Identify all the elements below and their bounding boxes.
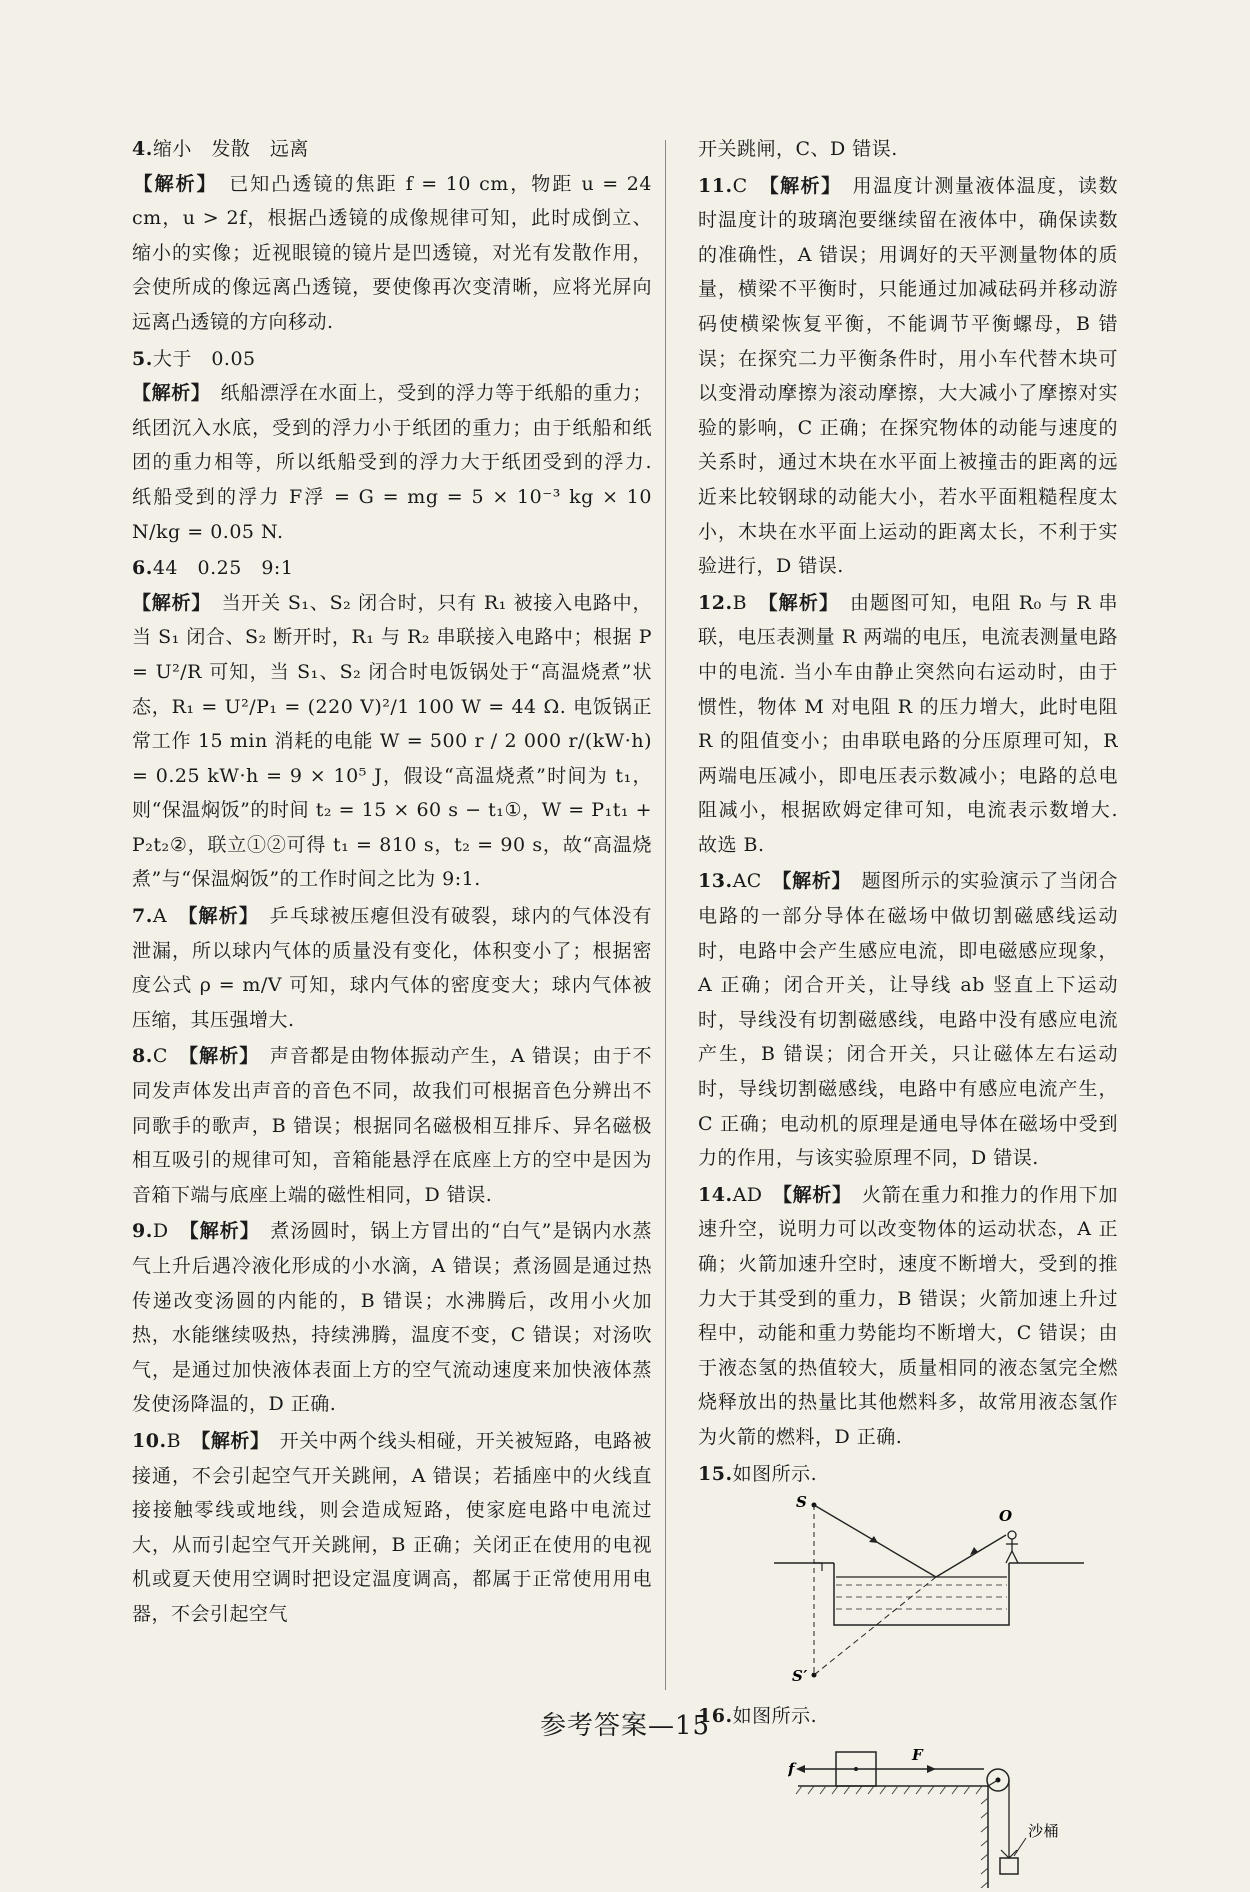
q7: 7.A 【解析】 乒乓球被压瘪但没有破裂，球内的气体没有泄漏，所以球内气体的质量没有变化，体积变小了；根据密度公式 ρ = m/V 可知，球内气体的密度变大；球内气体被压缩，其压强增大. [132, 905, 652, 1031]
label-F: F [912, 1745, 924, 1764]
column-divider [665, 140, 666, 1690]
label-s: S [796, 1495, 808, 1512]
edge-hatch [981, 1798, 988, 1888]
q12: 12.B 【解析】 由题图可知，电阻 R₀ 与 R 串联，电压表测量 R 两端的电压，电流表测量电路中的电流. 当小车由静止突然向右运动时，由于惯性，物体 M 对电阻 R 的压力增大，此时电阻 R 的阻值变小；由串联电路的分压原理可知，R 两端电压减小，即电压表示数减小；电路的总电阻减小，根据欧姆定律可知，电流表示数增大. 故选 B. [698, 591, 1118, 856]
q13: 13.AC 【解析】 题图所示的实验演示了当闭合电路的一部分导体在磁场中做切割磁感线运动时，电路中会产生感应电流，即电磁感应现象，A 正确；闭合开关，让导线 ab 竖直上下运动时，导线没有切割磁感线，电路中没有感应电流产生，B 错误；闭合开关，只让磁体左右运动时，导线切割磁感线，电路中有感应电流产生，C 正确；电动机的原理是通电导体在磁场中受到力的作用，与该实验原理不同，D 错误. [698, 870, 1118, 1170]
label-s-prime: S′ [792, 1667, 808, 1686]
virtual-ray [814, 1577, 936, 1675]
q6: 6.44 0.25 9:1 【解析】 当开关 S₁、S₂ 闭合时，只有 R₁ 被接入电路中，当 S₁ 闭合、S₂ 断开时，R₁ 与 R₂ 串联接入电路中；根据 P = U²/R 可知，当 S₁、S₂ 闭合时电饭锅处于“高温烧煮”状态，R₁ = U²/P₁ = (220 V)²/1 100 W = 44 Ω. 电饭锅正常工作 15 min 消耗的电能 W = 500 r / 2 000 r/(kW·h) = 0.25 kW·h = 9 × 10⁵ J，假设“高温烧煮”时间为 t₁，则“保温焖饭”的时间 t₂ = 15 × 60 s − t₁①，W = P₁t₁ + P₂t₂②，联立①②可得 t₁ = 810 s，t₂ = 90 s，故“高温烧煮”与“保温焖饭”的工作时间之比为 9:1. [132, 557, 652, 891]
label-f: f [788, 1759, 795, 1778]
q16: 16.如图所示. [698, 1705, 818, 1728]
page-footer: 参考答案—15 [539, 1711, 711, 1741]
sand-bucket-icon [1000, 1858, 1018, 1874]
q8: 8.C 【解析】 声音都是由物体振动产生，A 错误；由于不同发声体发出声音的音色不同，故我们可根据音色分辨出不同歌手的歌声，B 错误；根据同名磁极相互排斥、异名磁极相互吸引的规律可知，音箱能悬浮在底座上方的空中是因为音箱下端与底座上端的磁性相同，D 错误. [132, 1045, 652, 1206]
person-icon [1006, 1531, 1018, 1563]
water-surface [836, 1585, 1007, 1609]
q15: 15.如图所示. [698, 1462, 818, 1485]
force-arrowhead [927, 1765, 936, 1773]
q9: 9.D 【解析】 煮汤圆时，锅上方冒出的“白气”是锅内水蒸气上升后遇冷液化形成的小水滴，A 错误；煮汤圆是通过热传递改变汤圆的内能的，B 错误；水沸腾后，改用小火加热，水能继续吸热，持续沸腾，温度不变，C 错误；对汤吹气，是通过加快液体表面上方的空气流动速度来加快液体蒸发使汤降温的，D 正确. [132, 1220, 652, 1416]
reflected-ray [936, 1535, 1006, 1577]
right-column [698, 132, 1118, 1892]
label-bucket: 沙桶 [1028, 1821, 1060, 1840]
friction-arrowhead [796, 1765, 805, 1773]
label-o: O [999, 1507, 1013, 1526]
q10: 10.B 【解析】 开关中两个线头相碰，开关被短路，电路被接通，不会引起空气开关跳闸，A 错误；若插座中的火线直接接触零线或地线，则会造成短路，使家庭电路中电流过大，从而引起空气开关跳闸，B 正确；关闭正在使用的电视机或夏天使用空调时把设定温度调高，都属于正常使用用电器，不会引起空气 [132, 1429, 652, 1625]
normal-mark [814, 1563, 822, 1571]
q16-force-diagram [788, 1738, 1088, 1888]
q11: 11.C 【解析】 用温度计测量液体温度，读数时温度计的玻璃泡要继续留在液体中，确保读数的准确性，A 错误；用调好的天平测量物体的质量，横梁不平衡时，只能通过加减砝码并移动游码使横梁恢复平衡，不能调节平衡螺母，B 错误；在探究二力平衡条件时，用小车代替木块可以变滑动摩擦为滚动摩擦，大大减小了摩擦对实验的影响，C 正确；在探究物体的动能与速度的关系时，通过木块在水平面上被撞击的距离的远近来比较钢球的动能大小，若水平面粗糙程度太小，木块在水平面上运动的距离太长，不利于实验进行，D 错误. [698, 174, 1118, 578]
q10-continued: 开关跳闸，C、D 错误. [698, 138, 898, 160]
left-column [132, 132, 652, 1634]
q5: 5.大于 0.05 【解析】 纸船漂浮在水面上，受到的浮力等于纸船的重力；纸团沉入水底，受到的浮力小于纸团的重力；由于纸船和纸团的重力相等，所以纸船受到的浮力大于纸团受到的浮力. 纸船受到的浮力 F浮 = G = mg = 5 × 10⁻³ kg × 10 N/kg = 0.05 N. [132, 347, 652, 543]
pulley-mount [988, 1780, 998, 1786]
water-tank [834, 1563, 1009, 1625]
q15-reflection-diagram [774, 1495, 1084, 1695]
q14: 14.AD 【解析】 火箭在重力和推力的作用下加速升空，说明力可以改变物体的运动状态，A 正确；火箭加速升空时，速度不断增大，受到的推力大于其受到的重力，B 错误；火箭加速上升过程中，动能和重力势能均不断增大，C 错误；由于液态氢的热值较大，质量相同的液态氢完全燃烧释放出的热量比其他燃料多，故常用液态氢作为火箭的燃料，D 正确. [698, 1183, 1118, 1448]
q4: 4.缩小 发散 远离 【解析】 已知凸透镜的焦距 f = 10 cm，物距 u = 24 cm，u > 2f，根据凸透镜的成像规律可知，此时成倒立、缩小的实像；近视眼镜的镜片是凹透镜，对光有发散作用，会使所成的像远离凸透镜，要使像再次变清晰，应将光屏向远离凸透镜的方向移动. [132, 138, 652, 333]
bucket-pointer [1014, 1838, 1026, 1856]
incident-arrow [869, 1536, 878, 1543]
table-hatch [796, 1786, 982, 1794]
